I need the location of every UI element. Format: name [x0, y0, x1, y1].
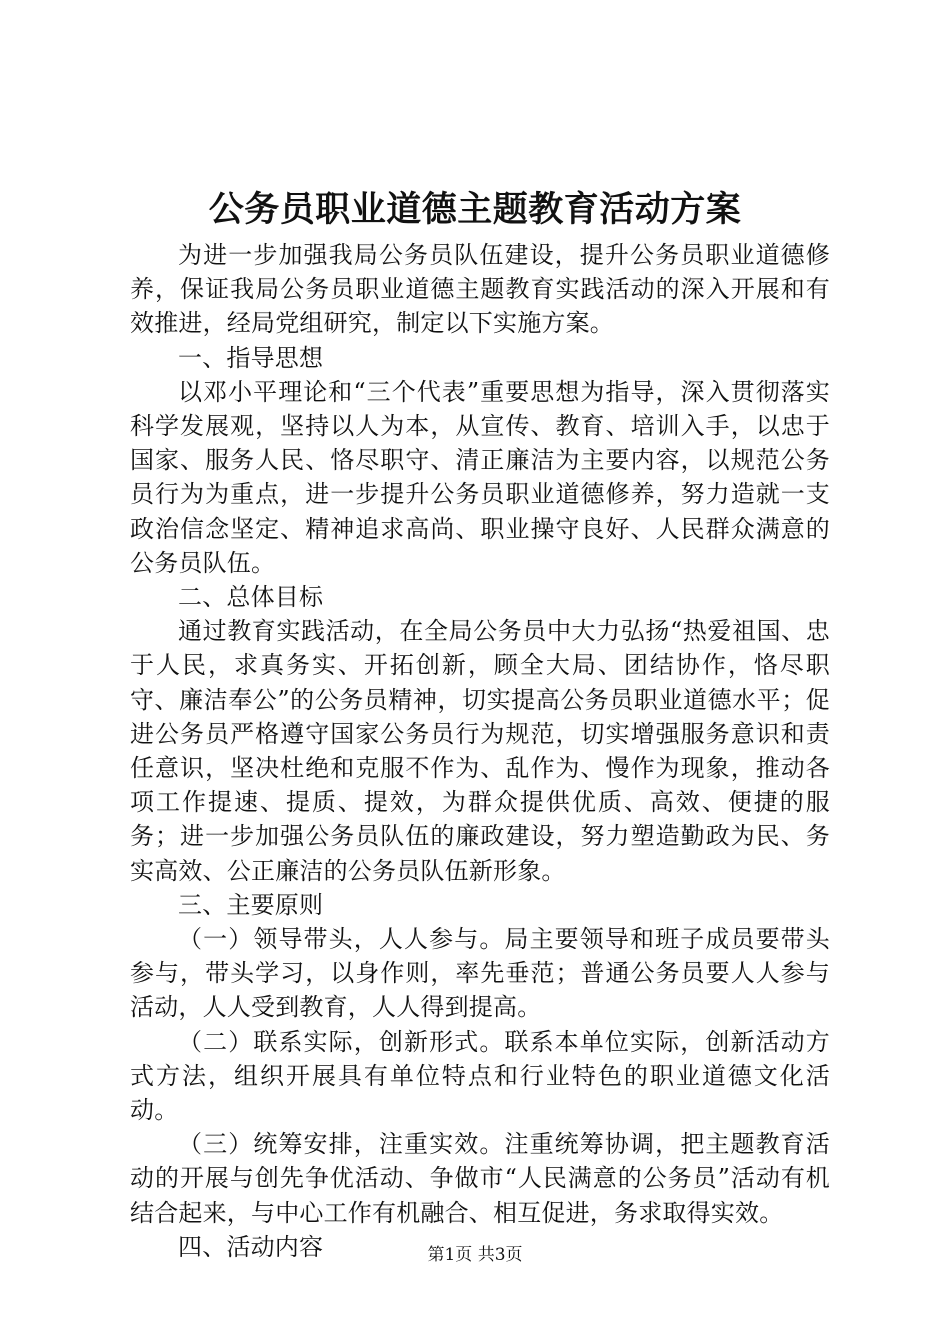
section-heading-main-principles: 三、主要原则: [178, 890, 324, 919]
section-heading-guiding-ideology: 一、指导思想: [178, 343, 324, 372]
document-title: 公务员职业道德主题教育活动方案: [208, 189, 742, 230]
intro-paragraph: 为进一步加强我局公务员队伍建设，提升公务员职业道德修养，保证我局公务员职业道德主题教育实践活动的深入开展和有效推进，经局党组研究，制定以下实施方案。: [130, 241, 830, 338]
page-number-footer: 第1页 共3页: [427, 1245, 523, 1265]
document-body: [130, 238, 830, 1264]
guiding-ideology-paragraph: 以邓小平理论和“三个代表”重要思想为指导，深入贯彻落实科学发展观，坚持以人为本，从宣传、教育、培训入手，以忠于国家、服务人民、恪尽职守、清正廉洁为主要内容，以规范公务员行为为重点，进一步提升公务员职业道德修养，努力造就一支政治信念坚定、精神追求高尚、职业操守良好、人民群众满意的公务员队伍。: [130, 377, 830, 577]
overall-goal-paragraph: 通过教育实践活动，在全局公务员中大力弘扬“热爱祖国、忠于人民，求真务实、开拓创新，顾全大局、团结协作，恪尽职守、廉洁奉公”的公务员精神，切实提高公务员职业道德水平；促进公务员严格遵守国家公务员行为规范，切实增强服务意识和责任意识，坚决杜绝和克服不作为、乱作为、慢作为现象，推动各项工作提速、提质、提效，为群众提供优质、高效、便捷的服务；进一步加强公务员队伍的廉政建设，努力塑造勤政为民、务实高效、公正廉洁的公务员队伍新形象。: [130, 617, 830, 885]
section-heading-overall-goal: 二、总体目标: [178, 583, 324, 612]
principle-2-paragraph: （二）联系实际，创新形式。联系本单位实际，创新活动方式方法，组织开展具有单位特点和行业特色的职业道德文化活动。: [130, 1027, 830, 1125]
principle-1-paragraph: （一）领导带头，人人参与。局主要领导和班子成员要带头参与，带头学习，以身作则，率先垂范；普通公务员要人人参与活动，人人受到教育，人人得到提高。: [130, 925, 830, 1022]
principle-3-paragraph: （三）统筹安排，注重实效。注重统筹协调，把主题教育活动的开展与创先争优活动、争做市“人民满意的公务员”活动有机结合起来，与中心工作有机融合、相互促进，务求取得实效。: [130, 1130, 830, 1227]
section-heading-activity-content: 四、活动内容: [178, 1232, 324, 1261]
